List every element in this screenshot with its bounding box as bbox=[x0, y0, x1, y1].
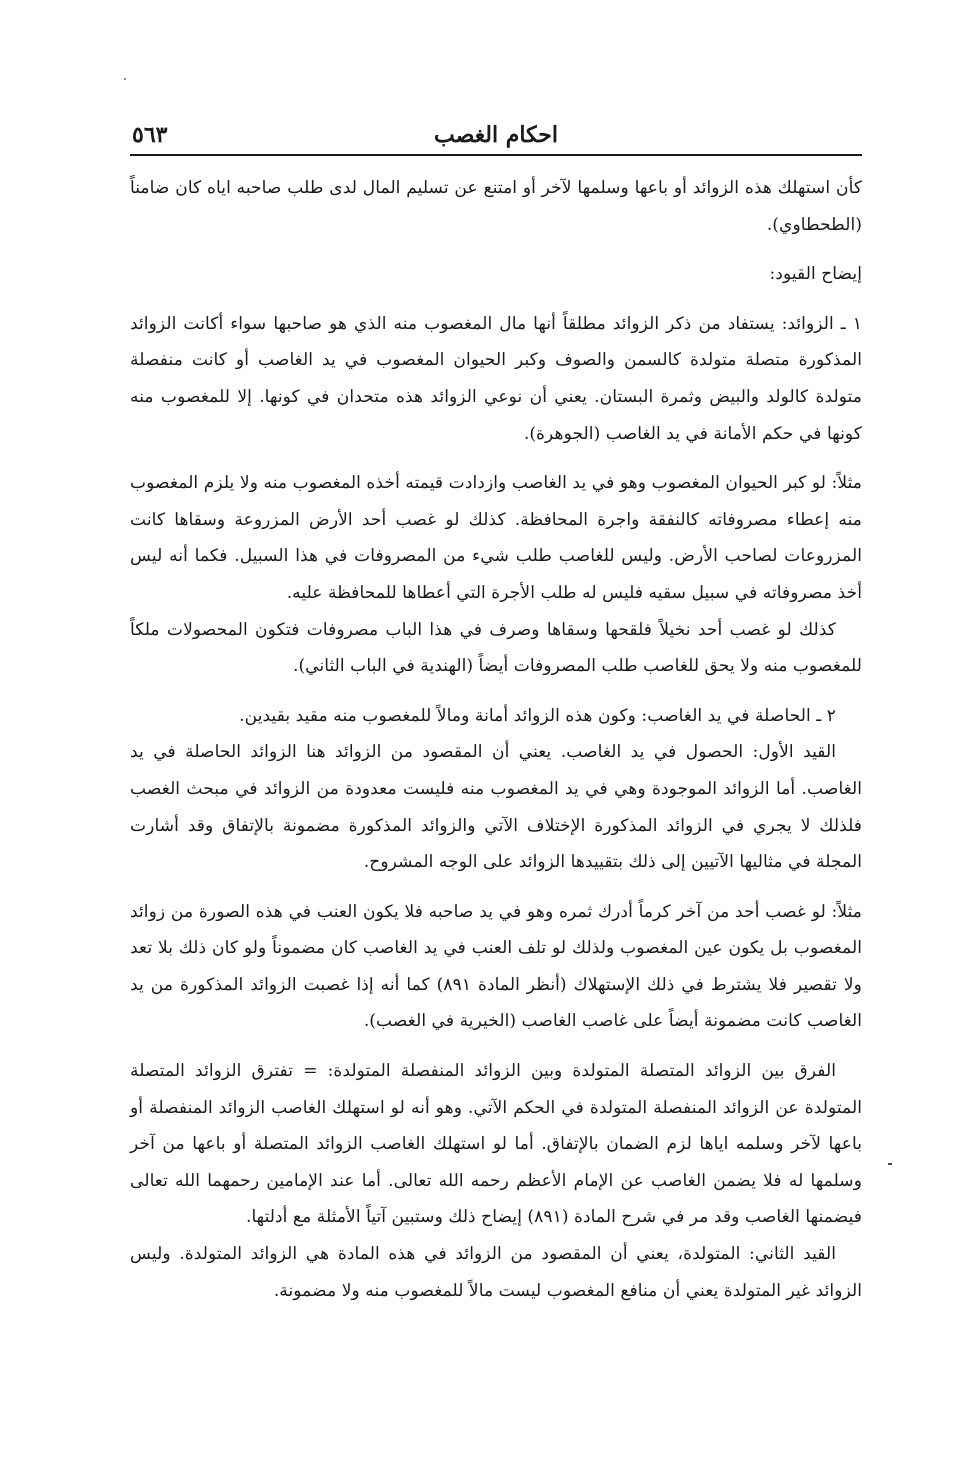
running-title: احكام الغصب bbox=[434, 122, 558, 148]
section-heading-clarification: إيضاح القيود: bbox=[769, 264, 862, 285]
page-number: ٥٦٣ bbox=[132, 122, 168, 148]
paragraph-example-animal: مثلاً: لو كبر الحيوان المغصوب وهو في يد الغاصب وازدادت قيمته أخذه المغصوب منه ولا يلزم المغصوب منه إعطاء مصروفاته كالنفقة واجرة المحافظة. كذلك لو غصب أحد الأرض المزروعة وسقاها كانت المزروعات لصاحب الأرض. وليس للغاصب طلب شيء من المصروفات في هذا السبيل. فكما أنه ليس أخذ مصروفاته في سبيل سقيه فليس له طلب الأجرة التي أعطاها للمحافظة عليه. bbox=[130, 473, 862, 603]
paragraph-first-condition: القيد الأول: الحصول في يد الغاصب. يعني أن المقصود من الزوائد هنا الزوائد الحاصلة في يد الغاصب. أما الزوائد الموجودة وهي في يد المغصوب منه فليست معدودة من الزوائد في مبحث الغصب فلذلك لا يجري في الزوائد المذكورة الإختلاف الآتي والزوائد المذكورة مضمونة بالإتفاق وقد أشارت المجلة في مثاليها الآتيين إلى ذلك بتقييدها الزوائد على الوجه المشروح. bbox=[130, 742, 862, 873]
paragraph-example-vineyard: مثلاً: لو غصب أحد من آخر كرماً أدرك ثمره وهو في يد صاحبه فلا يكون العنب في هذه الصورة من زوائد المغصوب بل يكون عين المغصوب ولذلك لو تلف العنب في يد الغاصب كان مضموناً ولو كان ذلك بلا تعد ولا تقصير فلا يشترط في ذلك الإستهلاك (أنظر المادة ٨٩١) كما أنه إذا غصبت الزوائد المذكورة من يد الغاصب كانت مضمونة أيضاً على غاصب الغاصب (الخيرية في الغصب). bbox=[130, 901, 862, 1032]
margin-dot bbox=[888, 1163, 892, 1165]
paragraph-difference: الفرق بين الزوائد المتصلة المتولدة وبين الزوائد المنفصلة المتولدة: = تفترق الزوائد المتصلة المتولدة عن الزوائد المنفصلة المتولدة في الحكم الآتي. وهو أنه لو استهلك الغاصب الزوائد المنفصلة أو باعها لآخر وسلمه اياها لزم الضمان بالإتفاق. أما لو استهلك الغاصب الزوائد المتصلة أو باعها من آخر وسلمها له فلا يضمن الغاصب عن الإمام الأعظم رحمه الله تعالى. أما عند الإمامين رحمهما الله تعالى فيضمنها الغاصب وقد مر في شرح المادة (٨٩١) إيضاح ذلك وستبين آتياً الأمثلة مع أدلتها. bbox=[130, 1061, 862, 1228]
paragraph-continuation: كأن استهلك هذه الزوائد أو باعها وسلمها لآخر أو امتنع عن تسليم المال لدى طلب صاحبه اياه كان ضامناً (الطحطاوي). bbox=[130, 178, 862, 235]
page-header bbox=[130, 118, 862, 156]
scan-mark bbox=[124, 78, 126, 80]
paragraph-increments: ١ ـ الزوائد: يستفاد من ذكر الزوائد مطلقاً أنها مال المغصوب منه الذي هو صاحبها سواء أكانت الزوائد المذكورة متصلة متولدة كالسمن والصوف وكبر الحيوان المغصوب في يد الغاصب أو كانت منفصلة متولدة كالولد والبيض وثمرة البستان. يعني أن نوعي الزوائد هذه متحدان في كونها. إلا للمغصوب منه كونها في حكم الأمانة في يد الغاصب (الجوهرة). bbox=[130, 313, 862, 444]
paragraph-in-usurper-hand: ٢ ـ الحاصلة في يد الغاصب: وكون هذه الزوائد أمانة ومالاً للمغصوب منه مقيد بقيدين. bbox=[239, 705, 836, 726]
page-body bbox=[130, 156, 862, 1309]
paragraph-example-palms: كذلك لو غصب أحد نخيلاً فلقحها وسقاها وصرف في هذا الباب مصروفات فتكون المحصولات ملكاً للمغصوب منه ولا يحق للغاصب طلب المصروفات أيضاً (الهندية في الباب الثاني). bbox=[130, 619, 862, 677]
book-page bbox=[130, 118, 862, 1309]
paragraph-second-condition: القيد الثاني: المتولدة، يعني أن المقصود من الزوائد في هذه المادة هي الزوائد المتولدة. وليس الزوائد غير المتولدة يعني أن منافع المغصوب ليست مالاً للمغصوب منه ولا مضمونة. bbox=[130, 1244, 862, 1301]
